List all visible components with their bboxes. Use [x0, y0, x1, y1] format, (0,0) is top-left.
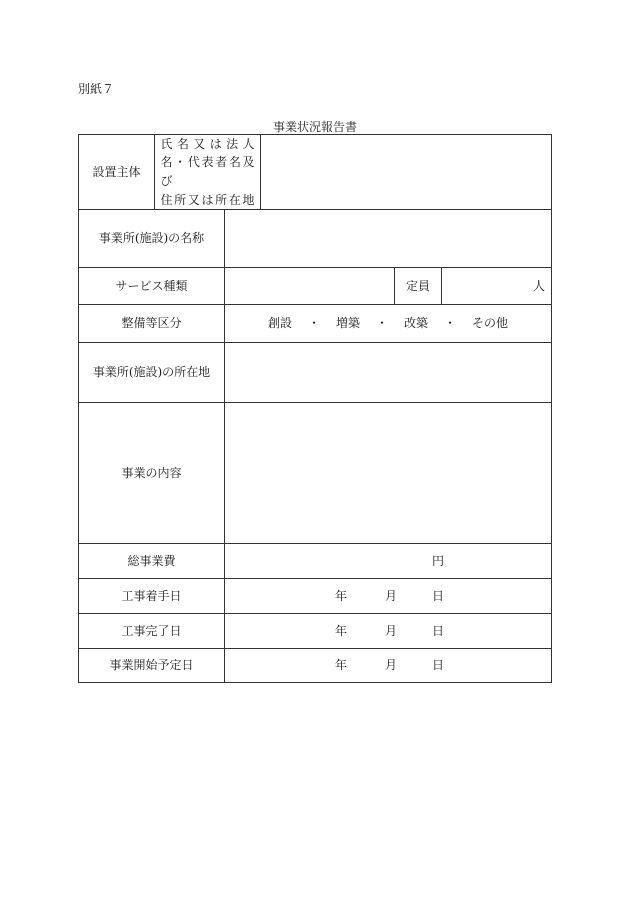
- annex-label: 別紙７: [78, 82, 115, 96]
- document-title: 事業状況報告書: [272, 120, 357, 134]
- capacity-field[interactable]: [442, 268, 551, 304]
- construction-start-date-field[interactable]: [225, 579, 551, 613]
- report-form: [78, 134, 552, 683]
- option-separator: ・: [375, 316, 388, 331]
- day-unit: 日: [432, 588, 445, 603]
- option-other[interactable]: その他: [472, 316, 509, 331]
- option-reconstruction[interactable]: 改築: [404, 316, 429, 331]
- maintenance-type-label: 整備等区分: [121, 316, 182, 331]
- day-unit: 日: [432, 658, 445, 673]
- option-new[interactable]: 創設: [267, 316, 292, 331]
- option-extension[interactable]: 増築: [335, 316, 360, 331]
- establisher-label: 設置主体: [92, 164, 141, 179]
- service-type-field[interactable]: [225, 268, 394, 304]
- month-unit: 月: [385, 623, 398, 638]
- option-separator: ・: [444, 316, 457, 331]
- construction-complete-date-field[interactable]: [225, 614, 551, 648]
- business-content-label: 事業の内容: [121, 465, 182, 480]
- facility-name-field[interactable]: [225, 210, 551, 267]
- option-separator: ・: [307, 316, 320, 331]
- maintenance-type-options: [225, 305, 551, 342]
- month-unit: 月: [385, 588, 398, 603]
- construction-start-label: 工事着手日: [121, 588, 182, 603]
- day-unit: 日: [432, 623, 445, 638]
- month-unit: 月: [385, 658, 398, 673]
- establisher-sublabel-line: 氏名又は法人: [160, 136, 255, 151]
- capacity-unit: 人: [532, 278, 545, 293]
- construction-complete-label: 工事完了日: [121, 623, 182, 638]
- total-cost-label: 総事業費: [127, 553, 176, 568]
- year-unit: 年: [335, 658, 348, 673]
- year-unit: 年: [335, 588, 348, 603]
- facility-address-field[interactable]: [225, 343, 551, 402]
- total-cost-unit: 円: [432, 553, 445, 568]
- establisher-sublabel: [155, 135, 260, 209]
- business-start-label: 事業開始予定日: [109, 658, 194, 673]
- service-type-label: サービス種類: [115, 278, 188, 293]
- year-unit: 年: [335, 623, 348, 638]
- facility-name-label: 事業所(施設)の名称: [98, 231, 205, 246]
- capacity-label: 定員: [405, 278, 430, 293]
- establisher-sublabel-line: 名・代表者名及び: [160, 155, 255, 188]
- establisher-sublabel-line: 住所又は所在地: [160, 192, 255, 207]
- establisher-value-field[interactable]: [261, 135, 551, 209]
- total-cost-field[interactable]: [225, 544, 551, 578]
- facility-address-label: 事業所(施設)の所在地: [92, 365, 211, 380]
- business-start-date-field[interactable]: [225, 649, 551, 682]
- business-content-field[interactable]: [225, 403, 551, 543]
